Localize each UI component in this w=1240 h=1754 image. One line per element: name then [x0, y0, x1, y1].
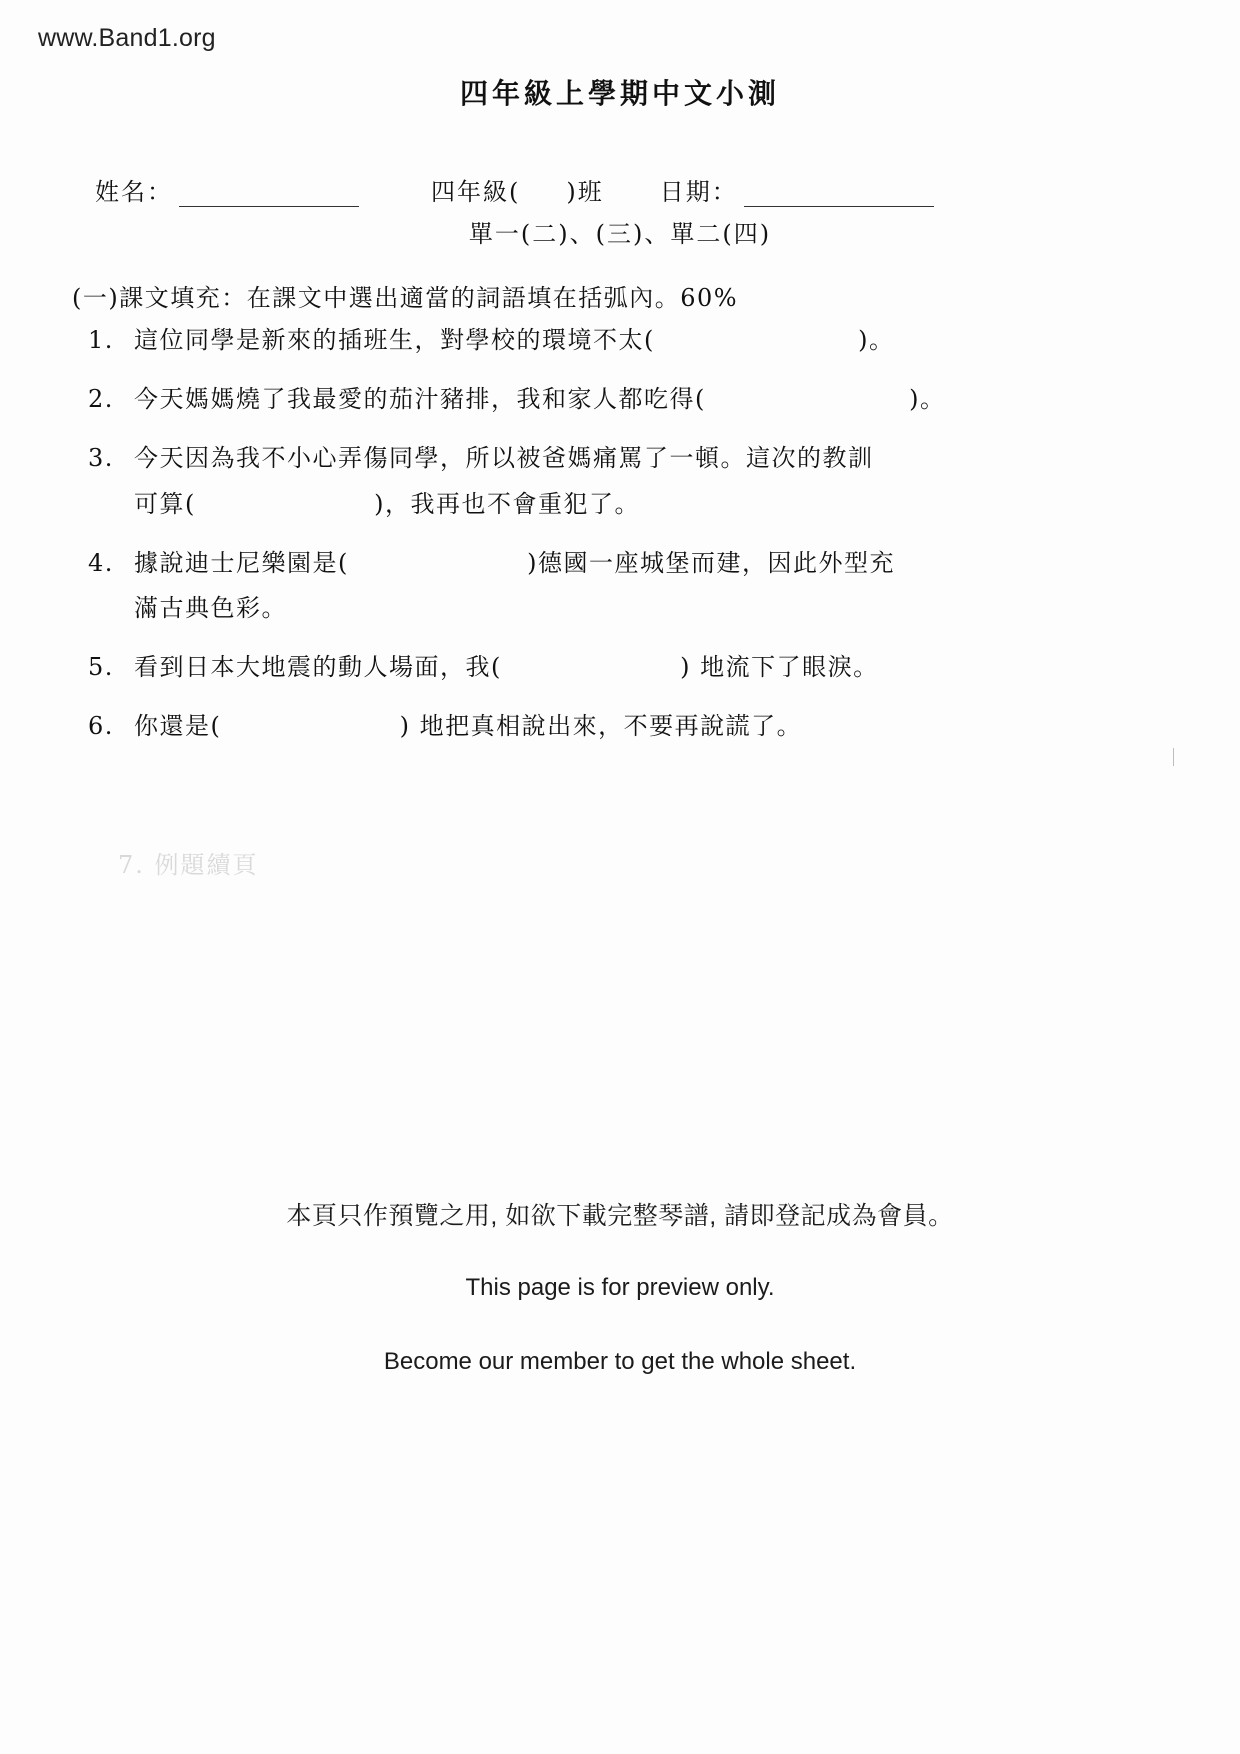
question-item — [88, 708, 1168, 745]
name-blank-line[interactable] — [179, 184, 359, 207]
question-text-after: ) 地把真相說出來，不要再說謊了。 — [399, 712, 803, 741]
clipped-next-line: 7. 例題續頁 — [118, 851, 259, 879]
question-text-after: )。 — [858, 326, 895, 354]
question-continuation: 滿古典色彩。 — [134, 593, 287, 622]
class-label: 四年級( — [431, 178, 521, 206]
unit-scope-line: 單一(二)、(三)、單二(四) — [468, 220, 772, 248]
question-body — [134, 708, 1168, 745]
question-body — [134, 545, 1168, 582]
question-text-before: 你還是( — [134, 712, 222, 741]
question-number: 6. — [88, 712, 114, 741]
question-continuation — [134, 486, 1168, 523]
question-list — [88, 322, 1168, 768]
preview-notice-chinese: 本頁只作預覽之用, 如欲下載完整琴譜, 請即登記成為會員。 — [286, 1202, 954, 1230]
continuation-text-before: 可算( — [134, 489, 196, 518]
question-text-after: ) 地流下了眼淚。 — [680, 653, 879, 682]
section-heading: (一)課文填充：在課文中選出適當的詞語填在括弧內。60% — [72, 284, 739, 312]
question-item — [88, 381, 1168, 418]
question-number: 5. — [88, 653, 114, 682]
site-url-watermark: www.Band1.org — [38, 24, 216, 52]
question-text-before: 據說迪士尼樂園是( — [134, 548, 349, 577]
continuation-text-after: )，我再也不會重犯了。 — [374, 489, 641, 518]
preview-notice-english-1: This page is for preview only. — [465, 1274, 775, 1301]
question-body — [134, 322, 1168, 359]
question-number: 4. — [88, 548, 114, 577]
question-number: 3. — [88, 444, 114, 473]
question-text-after: )。 — [909, 385, 946, 414]
preview-notice-english-2: Become our member to get the whole sheet. — [383, 1348, 857, 1375]
class-label-end: )班 — [566, 178, 604, 206]
question-text-before: 今天媽媽燒了我最愛的茄汁豬排，我和家人都吃得( — [134, 385, 706, 414]
question-text-before: 這位同學是新來的插班生，對學校的環境不太( — [134, 326, 655, 354]
question-item — [88, 440, 1168, 522]
name-label: 姓名： — [95, 178, 173, 206]
question-body — [134, 381, 1168, 418]
student-identity-row — [95, 172, 1155, 207]
question-number: 1. — [88, 326, 114, 354]
scan-artifact-mark — [1173, 748, 1174, 766]
question-text-before: 看到日本大地震的動人場面，我( — [134, 653, 502, 682]
date-blank-line[interactable] — [744, 184, 934, 207]
question-body — [134, 649, 1168, 686]
question-number: 2. — [88, 385, 114, 414]
question-item — [88, 649, 1168, 686]
date-label: 日期： — [659, 178, 738, 206]
question-item — [88, 322, 1168, 359]
question-body: 今天因為我不小心弄傷同學，所以被爸媽痛罵了一頓。這次的教訓 — [134, 444, 874, 473]
page-title: 四年級上學期中文小測 — [459, 77, 780, 110]
question-text-after: )德國一座城堡而建，因此外型充 — [527, 548, 896, 577]
question-item — [88, 545, 1168, 627]
